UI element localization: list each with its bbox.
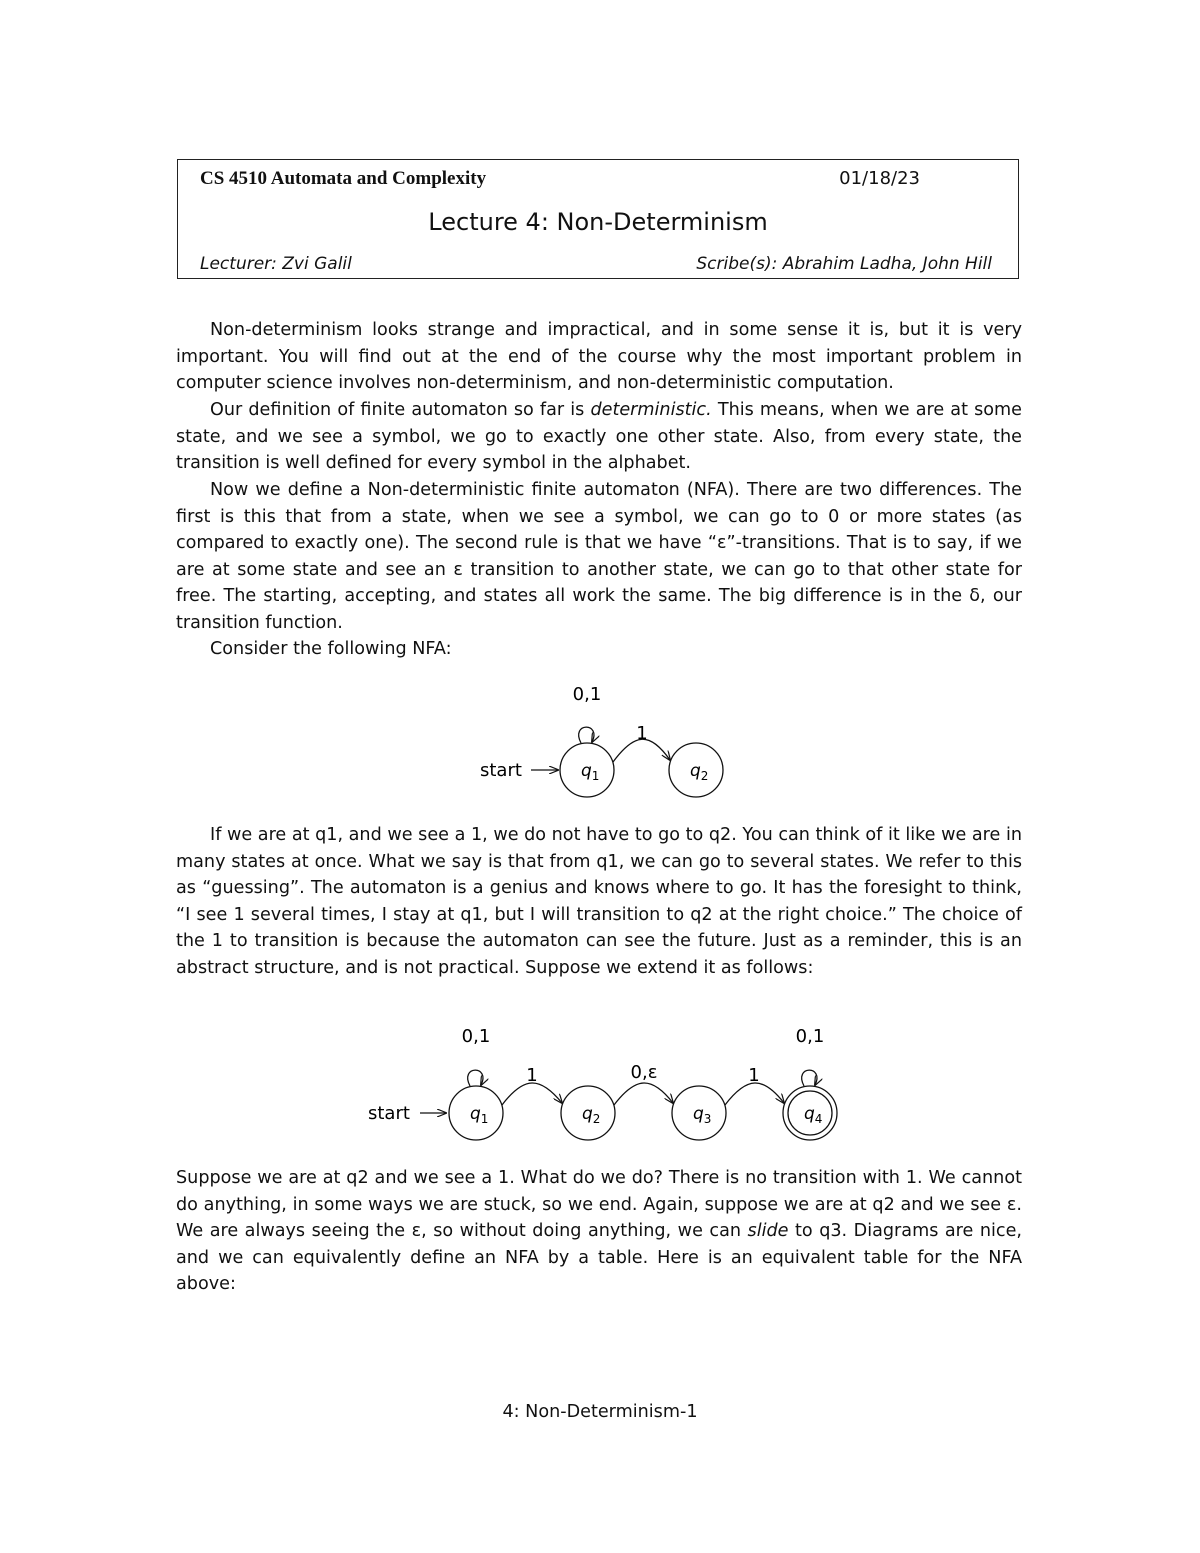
paragraph-guessing: If we are at q1, and we see a 1, we do not have to go to q2. You can think of it like we are in many states at once. What we say is that from q1, we can go to several states. We refer to this as “guessing”. The automaton is a genius and knows where to go. It has the foresight to think, “I see 1 several times, I stay at q1, but I will transition to q2 at the right choice.” The choice of the 1 to transition is because the automaton can see the future. Just as a reminder, this is an abstract structure, and is not practical. Suppose we extend it as follows: [176, 825, 1022, 978]
course-title: CS 4510 Automata and Complexity [200, 168, 487, 189]
scribes: Scribe(s): Abrahim Ladha, John Hill [696, 254, 992, 274]
nfa-diagram-1 [460, 676, 760, 806]
paragraph-text: to q3. Diagrams are nice, and we can equivalently define an NFA by a table. Here is an equivalent table for the NFA above: [176, 1221, 1022, 1295]
lecturer: Lecturer: Zvi Galil [200, 254, 352, 274]
lecture-header [177, 159, 1019, 279]
paragraph-text: Our definition of finite automaton so far is [210, 400, 591, 420]
transition-q2-q3 [614, 1083, 673, 1105]
self-loop-label-q4: 0,1 [795, 1026, 825, 1047]
paragraph-nfa-definition: Now we define a Non-deterministic finite automaton (NFA). There are two differences. The first is this that from a state, when we see a symbol, we can go to 0 or more states (as compared to exactly one). The second rule is that we have “ε”-transitions. That is to say, if we are at some state and see an ε transition to another state, we can go to that other state for free. The starting, accepting, and states all work the same. The big difference is in the δ, our transition function. [176, 480, 1022, 633]
state-q4-label: $q_4$ [804, 1104, 823, 1126]
self-loop-label: 0,1 [572, 684, 602, 705]
paragraph-text: Suppose we are at q2 and we see a 1. What do we do? There is no transition with 1. We cannot do anything, in some ways we are stuck, so we end. Again, suppose we are at q2 and we see ε. We are always seeing the ε, so without doing anything, we can [176, 1168, 1022, 1242]
self-loop-q4 [802, 1070, 817, 1086]
page-footer: 4: Non-Determinism-1 [502, 1402, 698, 1422]
emphasis: slide [747, 1221, 789, 1242]
transition-q1-q2 [502, 1083, 562, 1105]
self-loop-q1 [579, 727, 594, 743]
paragraph-stuck [176, 1165, 1022, 1298]
lecture-date: 01/18/23 [839, 168, 920, 189]
start-label: start [368, 1103, 410, 1124]
transition-label-q3-q4: 1 [748, 1065, 760, 1086]
paragraph-intro: Non-determinism looks strange and impractical, and in some sense it is, but it is very important. You will find out at the end of the course why the most important problem in computer science involves non-determinism, and non-deterministic computation. [176, 320, 1022, 394]
lecture-title: Lecture 4: Non-Determinism [428, 208, 768, 236]
nfa-diagram-2 [350, 1018, 850, 1148]
paragraph-consider: Consider the following NFA: [210, 639, 452, 659]
transition-label-q1-q2: 1 [526, 1065, 538, 1086]
state-q2-label: $q_2$ [690, 761, 709, 783]
transition-label-q2-q3: 0,ε [630, 1062, 658, 1083]
start-label: start [480, 760, 522, 781]
paragraph-deterministic [176, 397, 1022, 477]
transition-label: 1 [636, 723, 648, 744]
emphasis: deterministic. [590, 400, 712, 420]
state-q3-label: $q_3$ [693, 1104, 712, 1126]
state-q1-label: $q_1$ [581, 761, 600, 783]
state-q1-label: $q_1$ [470, 1104, 489, 1126]
self-loop-q1 [468, 1070, 483, 1086]
paragraph-text: This means, when we are at some state, and we see a symbol, we go to exactly one other state. Also, from every state, the transition is well defined for every symbol in the alphabet. [176, 400, 1022, 474]
self-loop-label-q1: 0,1 [461, 1026, 491, 1047]
transition-q3-q4 [725, 1083, 784, 1105]
state-q2-label: $q_2$ [582, 1104, 601, 1126]
